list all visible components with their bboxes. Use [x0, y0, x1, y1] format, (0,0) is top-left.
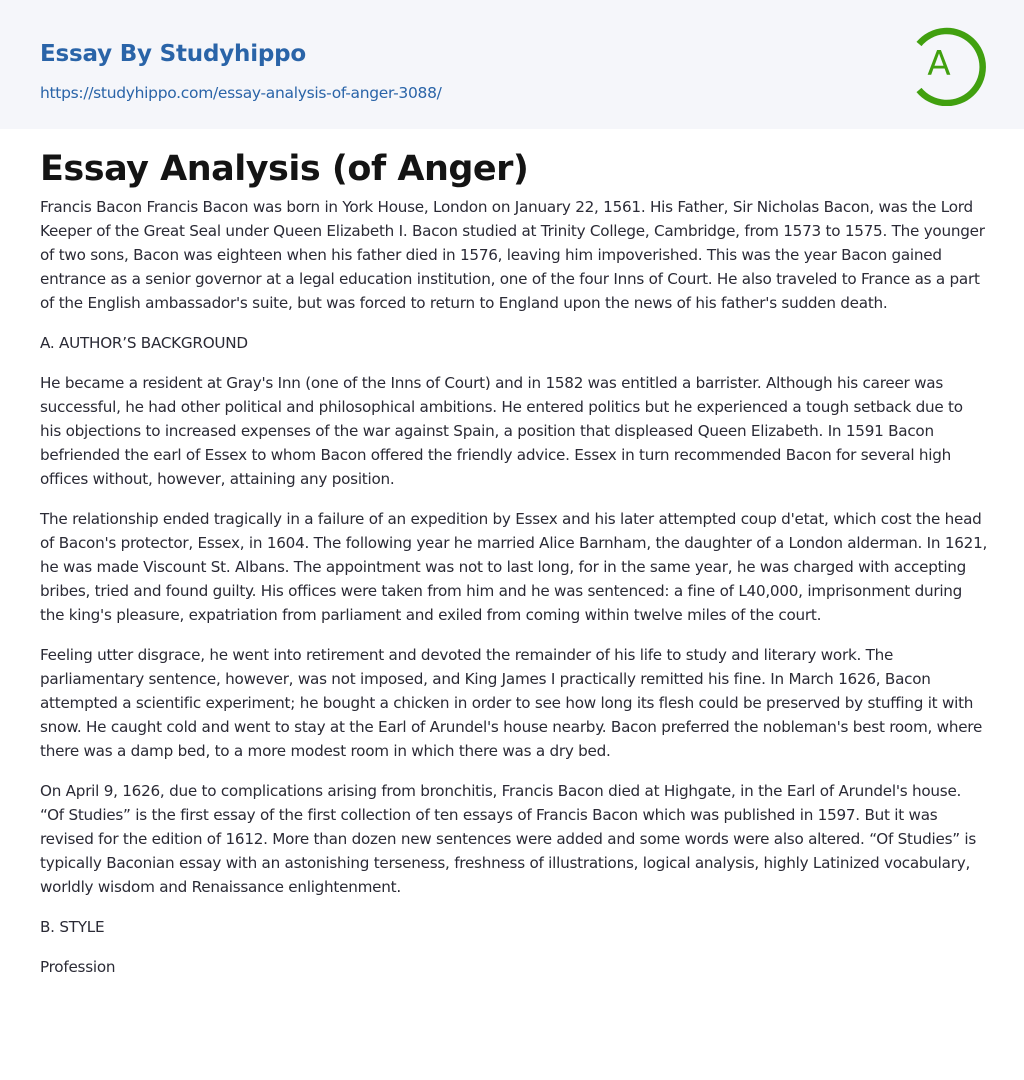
section-heading-author-background: A. AUTHOR’S BACKGROUND [40, 334, 248, 352]
article-paragraph: On April 9, 1626, due to complications arising from bronchitis, Francis Bacon died at Highgate, in the Earl of Arundel's house. “Of Studies” is the first essay of the first collection of ten essays of Francis Bacon which was published in 1597. But it was revised for the edition of 1612. More than dozen new sentences were added and some words were also altered. “Of Studies” is typically Baconian essay with an astonishing terseness, freshness of illustrations, logical analysis, highly Latinized vocabulary, worldly wisdom and Renaissance enlightenment. [40, 782, 977, 896]
page-title: Essay Analysis (of Anger) [40, 149, 529, 189]
site-title-link[interactable]: Essay By Studyhippo [40, 41, 307, 67]
article-paragraph: Profession [40, 958, 116, 976]
article-paragraph: He became a resident at Gray's Inn (one of the Inns of Court) and in 1582 was entitled a barrister. Although his career was successful, he had other political and philosophical ambitions. He entered politics but he experienced a tough setback due to his objections to increased expenses of the war against Spain, a position that displeased Queen Elizabeth. In 1591 Bacon befriended the earl of Essex to whom Bacon offered the friendly advice. Essex in turn recommended Bacon for several high offices without, however, attaining any position. [40, 374, 963, 488]
section-heading-style: B. STYLE [40, 918, 105, 936]
article-paragraph: Francis Bacon Francis Bacon was born in York House, London on January 22, 1561. His Father, Sir Nicholas Bacon, was the Lord Keeper of the Great Seal under Queen Elizabeth I. Bacon studied at Trinity College, Cambridge, from 1573 to 1575. The younger of two sons, Bacon was eighteen when his father died in 1576, leaving him impoverished. This was the year Bacon gained entrance as a senior governor at a legal education institution, one of the four Inns of Court. He also traveled to France as a part of the English ambassador's suite, but was forced to return to England upon the news of his father's sudden death. [40, 198, 985, 312]
logo-letter: A [927, 44, 951, 84]
site-header [0, 0, 1024, 129]
article [0, 147, 1024, 979]
studyhippo-logo-icon[interactable] [908, 18, 988, 106]
article-paragraph: The relationship ended tragically in a failure of an expedition by Essex and his later attempted coup d'etat, which cost the head of Bacon's protector, Essex, in 1604. The following year he married Alice Barnham, the daughter of a London alderman. In 1621, he was made Viscount St. Albans. The appointment was not to last long, for in the same year, he was charged with accepting bribes, tried and found guilty. His offices were taken from him and he was sentenced: a fine of L40,000, imprisonment during the king's pleasure, expatriation from parliament and exiled from coming within twelve miles of the court. [40, 510, 988, 624]
article-paragraph: Feeling utter disgrace, he went into retirement and devoted the remainder of his life to study and literary work. The parliamentary sentence, however, was not imposed, and King James I practically remitted his fine. In March 1626, Bacon attempted a scientific experiment; he bought a chicken in order to see how long its flesh could be preserved by stuffing it with snow. He caught cold and went to stay at the Earl of Arundel's house nearby. Bacon preferred the nobleman's best room, where there was a damp bed, to a more modest room in which there was a dry bed. [40, 646, 983, 760]
essay-url-link[interactable]: https://studyhippo.com/essay-analysis-of-anger-3088/ [40, 84, 442, 102]
